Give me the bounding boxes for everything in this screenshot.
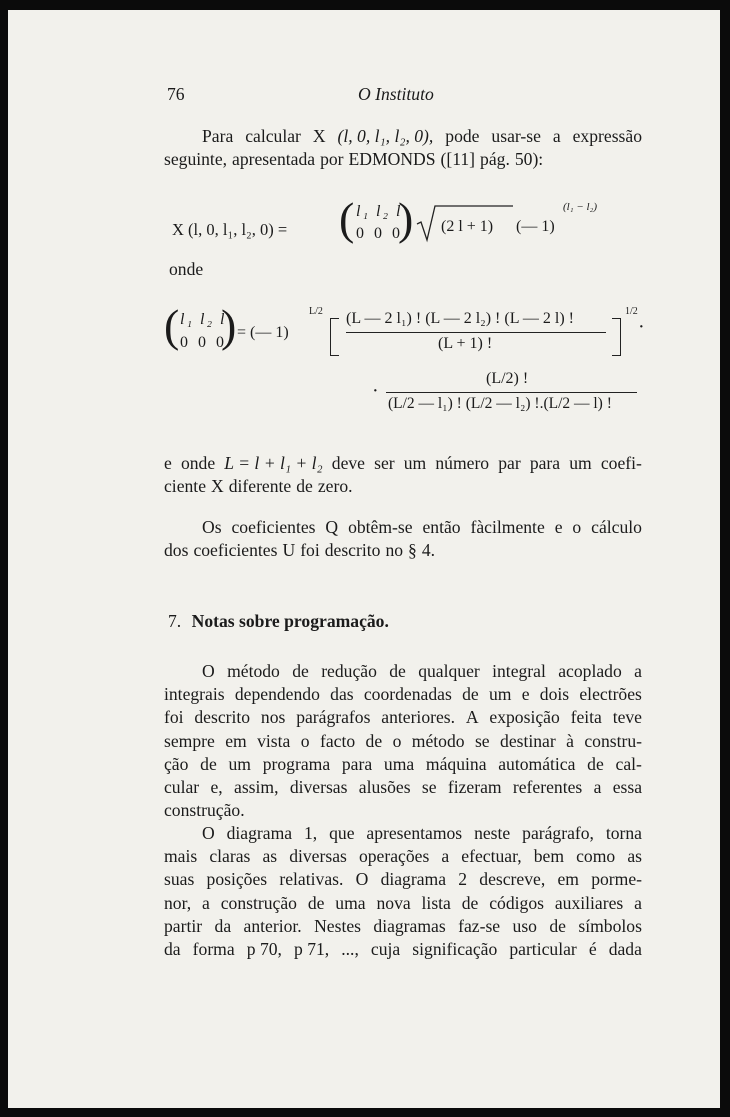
word: cal- (615, 753, 642, 774)
word: constru- (584, 730, 642, 751)
word: O (202, 661, 215, 681)
body1-line (164, 660, 642, 683)
word: Nestes (314, 915, 361, 936)
word: nova (376, 892, 411, 913)
body2-line (164, 892, 642, 915)
word: método (227, 661, 280, 681)
word: se (421, 777, 437, 798)
word: foi (164, 707, 184, 728)
word: teve (612, 707, 642, 728)
formula1-lhs: X (l, 0, l₁, l₂, 0) = (172, 220, 288, 239)
word: posições (206, 869, 268, 890)
word: um (569, 453, 592, 473)
intro-paragraph (164, 125, 642, 171)
right-bracket (612, 318, 621, 356)
body-paragraph-1 (164, 660, 642, 822)
word: como (576, 846, 616, 867)
word: referentes (512, 777, 583, 798)
word: ciente (164, 476, 206, 497)
word: significação (412, 939, 498, 960)
word: electrões (579, 684, 642, 705)
word: por (320, 149, 344, 170)
equals-sign-factor: = (— 1) (237, 324, 289, 341)
word: ([11] (440, 149, 476, 170)
word: nos (260, 707, 286, 728)
sign-factor: (— 1) (516, 218, 555, 235)
word: coeficientes (231, 517, 316, 537)
word: foi (300, 540, 320, 561)
coefficients-paragraph (164, 516, 642, 562)
word: diferente (228, 476, 292, 497)
left-bracket (330, 318, 339, 356)
word: dois (539, 684, 570, 705)
word: automática (498, 753, 576, 774)
word: das (330, 684, 354, 705)
running-title: O Instituto (358, 84, 434, 104)
word: construção (220, 892, 297, 913)
right-paren: ) (221, 300, 237, 351)
body1-line (164, 776, 642, 799)
word: e (164, 453, 172, 473)
word: assim, (234, 777, 279, 798)
word: sempre (164, 730, 215, 751)
word: torna (605, 823, 642, 843)
body2-line (164, 938, 642, 961)
word: um (403, 453, 427, 473)
word: um (228, 753, 251, 774)
condition-line-1 (164, 452, 642, 475)
word: § (408, 540, 417, 561)
word: dependendo (234, 684, 320, 705)
word: programa (262, 753, 331, 774)
word: zero. (317, 476, 353, 497)
word: lista (421, 892, 451, 913)
word: para (529, 453, 561, 473)
word: cular (164, 777, 200, 798)
word: parágrafo, (522, 823, 594, 843)
word: de (389, 661, 406, 681)
word: o (300, 730, 310, 751)
word: a (202, 892, 210, 913)
body1-line (164, 753, 642, 776)
intro-line-1 (164, 125, 642, 148)
word: para (341, 753, 373, 774)
word: diagramas (373, 915, 446, 936)
word: coeficientes (193, 540, 278, 561)
condition-paragraph (164, 452, 642, 498)
word: 4. (421, 540, 436, 561)
word: de (200, 753, 217, 774)
word: X (211, 476, 224, 497)
word: a (593, 777, 602, 798)
body2-line (164, 845, 642, 868)
word: 2 (458, 869, 468, 890)
word: A (465, 707, 479, 728)
word: bem (533, 846, 565, 867)
word: (l, 0, l₁, l₂, 0), (337, 126, 434, 146)
word: exposição (489, 707, 560, 728)
word: dada (608, 939, 642, 960)
word: fizeram (447, 777, 502, 798)
word: uso (512, 915, 537, 936)
multiply-dot: · (638, 316, 645, 338)
word: símbolos (578, 915, 642, 936)
word: diversas (289, 846, 347, 867)
author-name: EDMONDS (348, 149, 436, 170)
word: feita (570, 707, 602, 728)
word: destinar (500, 730, 556, 751)
fraction-bar-1 (346, 332, 606, 333)
word: essa (612, 777, 642, 798)
word: apresentada (232, 149, 316, 170)
word: descrito (194, 707, 251, 728)
coefficients-line-1 (164, 516, 642, 539)
word: pode (445, 126, 480, 146)
intro-line-2 (164, 148, 642, 171)
body2-line (164, 915, 642, 938)
word: uma (383, 753, 415, 774)
word: 50): (514, 149, 544, 170)
word: faz-se (458, 915, 501, 936)
word: qualquer (418, 661, 480, 681)
word: o (572, 517, 582, 537)
word: ..., (341, 939, 359, 960)
word: em (557, 869, 579, 890)
coefficients-line-2 (164, 539, 642, 562)
half-exponent: 1/2 (625, 306, 638, 317)
sign-exponent: L/2 (309, 306, 323, 317)
word: as (262, 846, 278, 867)
body-paragraph-2 (164, 822, 642, 961)
word: se (474, 730, 490, 751)
word: pág. (480, 149, 510, 170)
word: seguinte, (164, 149, 228, 170)
word: anteriores. (381, 707, 456, 728)
word: p 70, (246, 939, 282, 960)
body2-line (164, 868, 642, 891)
word: então (422, 517, 461, 537)
body1-line (164, 706, 642, 729)
word: auxiliares (554, 892, 624, 913)
body1-line (164, 799, 642, 822)
word: a (634, 661, 642, 681)
word: partir (164, 915, 203, 936)
word: neste (474, 823, 511, 843)
word: parágrafos (296, 707, 371, 728)
section-heading (168, 610, 389, 633)
word: máquina (425, 753, 487, 774)
body2-line (164, 822, 642, 845)
word: em (225, 730, 247, 751)
word: e (521, 684, 530, 705)
word: de (365, 730, 383, 751)
numerator2: (L/2) ! (486, 370, 529, 387)
word: a (441, 846, 450, 867)
word: as (627, 846, 642, 867)
word: de (296, 476, 313, 497)
word: diversas (289, 777, 348, 798)
word: à (566, 730, 574, 751)
sign-exponent: (l₁ − l₂) (563, 201, 598, 213)
word: coefi- (600, 453, 642, 473)
matrix-top-row: l₁ l₂ l (356, 203, 403, 220)
word: ser (374, 453, 395, 473)
word: cuja (370, 939, 401, 960)
right-paren: ) (398, 193, 414, 244)
word: de (307, 892, 325, 913)
word: um (488, 684, 512, 705)
word: cálculo (591, 517, 642, 537)
word: obtêm-se (348, 517, 413, 537)
sqrt-content: (2 l + 1) (441, 218, 494, 235)
word: da (164, 939, 181, 960)
word: relativas. (279, 869, 344, 890)
word: O (202, 823, 215, 843)
word: descreve, (479, 869, 546, 890)
word: Os (202, 517, 222, 537)
matrix-bottom-row: 0 0 0 (356, 225, 403, 242)
word: X (312, 126, 326, 146)
word: de (549, 915, 566, 936)
word: a (552, 126, 561, 146)
denominator2: (L/2 — l₁) ! (L/2 — l₂) !.(L/2 — l) ! (388, 395, 612, 412)
word: de (461, 892, 479, 913)
word: ção (164, 753, 189, 774)
body1-line (164, 730, 642, 753)
word: suas (164, 869, 195, 890)
word: da (214, 915, 232, 936)
math-expression: L = l + l₁ + l₂ (224, 453, 323, 473)
matrix-top-row: l₁ l₂ l (180, 311, 227, 328)
word: alusões (358, 777, 411, 798)
word: U (282, 540, 296, 561)
word: O (355, 869, 369, 890)
word: usar-se (491, 126, 541, 146)
word: Q (325, 517, 339, 537)
word: p 71, (294, 939, 330, 960)
section-number: 7. (168, 611, 182, 631)
word: deve (331, 453, 365, 473)
body1-line (164, 683, 642, 706)
word: integrais (164, 684, 225, 705)
word: dos (164, 540, 189, 561)
word: de (587, 753, 604, 774)
word: diagrama (380, 869, 447, 890)
word: par (498, 453, 521, 473)
word: onde (180, 453, 216, 473)
left-paren: ( (339, 193, 355, 244)
word: facto (319, 730, 356, 751)
page-number: 76 (167, 84, 185, 104)
left-paren: ( (164, 300, 180, 351)
word: fàcilmente (470, 517, 545, 537)
word: particular (509, 939, 577, 960)
word: e, (210, 777, 223, 798)
word: efectuar, (461, 846, 522, 867)
word: descrito (324, 540, 381, 561)
word: Para (202, 126, 234, 146)
word: acoplado (558, 661, 622, 681)
word: método (411, 730, 465, 751)
word: claras (209, 846, 251, 867)
word: no (385, 540, 404, 561)
word: uma (335, 892, 366, 913)
word: é (588, 939, 597, 960)
word: de (462, 684, 479, 705)
onde-label: onde (169, 259, 204, 279)
word: coordenadas (363, 684, 452, 705)
word: expressão (572, 126, 642, 146)
word: construção. (164, 800, 245, 821)
word: integral (492, 661, 546, 681)
word: redução (321, 661, 377, 681)
word: vista (257, 730, 291, 751)
multiply-dot: · (372, 380, 379, 402)
word: códigos (489, 892, 544, 913)
word: 1, (303, 823, 318, 843)
word: o (392, 730, 402, 751)
word: diagrama (226, 823, 293, 843)
matrix-bottom-row: 0 0 0 (180, 334, 227, 351)
word: anterior. (243, 915, 302, 936)
word: e (554, 517, 563, 537)
word: operações (358, 846, 430, 867)
word: forma (192, 939, 235, 960)
denominator1: (L + 1) ! (438, 335, 493, 352)
word: mais (164, 846, 198, 867)
word: número (435, 453, 490, 473)
word: nor, (164, 892, 192, 913)
word: a (634, 892, 642, 913)
word: calcular (245, 126, 301, 146)
condition-line-2 (164, 475, 642, 498)
section-title: Notas sobre programação. (191, 611, 389, 631)
word: de (292, 661, 309, 681)
fraction-bar-2 (386, 392, 637, 393)
word: que (329, 823, 355, 843)
word: porme- (591, 869, 642, 890)
numerator1: (L — 2 l₁) ! (L — 2 l₂) ! (L — 2 l) ! (346, 310, 574, 327)
word: apresentamos (366, 823, 463, 843)
